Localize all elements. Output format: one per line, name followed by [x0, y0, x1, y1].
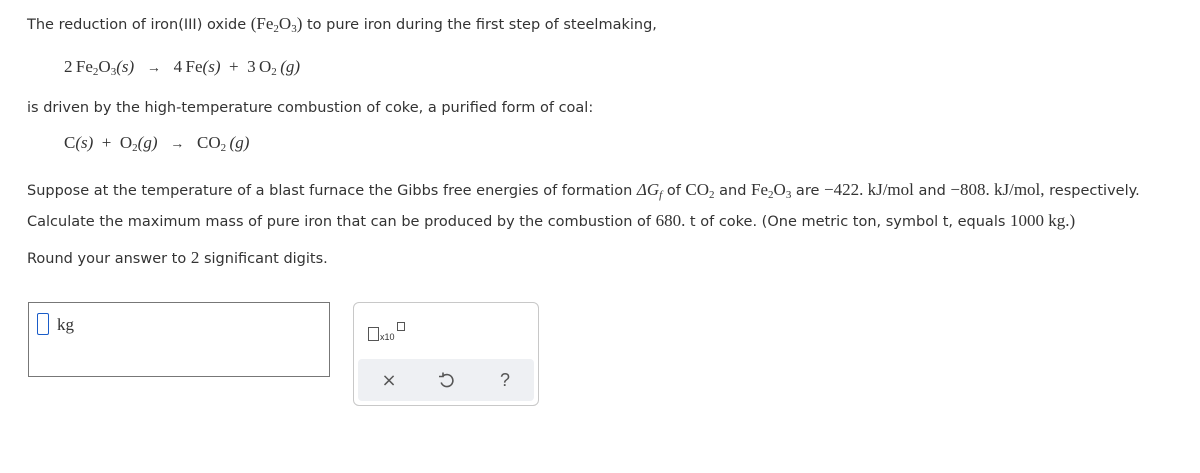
scientific-notation-button[interactable] — [368, 319, 410, 347]
equation-1 — [64, 57, 300, 77]
line4-fe: Fe — [751, 180, 769, 199]
eq2-arrow: → — [170, 137, 185, 152]
eq1-p1: Fe — [185, 57, 203, 76]
sci-x10-label: x10 — [380, 332, 395, 342]
line4-u1: kJ/mol — [867, 180, 914, 199]
undo-icon — [438, 371, 454, 389]
line4-fe-sub1: 2 — [768, 189, 774, 201]
eq1-p2-state: (g) — [280, 57, 301, 76]
intro-formula-mid: O — [278, 14, 292, 33]
line6-b: significant digits. — [199, 251, 328, 267]
line4-fe-sub2: 3 — [785, 189, 792, 201]
eq1-reactant-sub2: 3 — [110, 66, 117, 78]
intro-text-a: The reduction of iron(III) oxide — [27, 17, 251, 33]
gibbs-line — [27, 180, 1140, 200]
eq2-plus: + — [101, 133, 112, 152]
eq2-r2: O — [119, 133, 133, 152]
round-line — [27, 248, 328, 268]
clear-button[interactable] — [360, 359, 418, 401]
line4-c: and — [714, 183, 752, 199]
eq1-p1-state: (s) — [202, 57, 221, 76]
line4-f: respectively. — [1044, 183, 1140, 199]
line4-co2-sub: 2 — [709, 189, 715, 201]
eq1-reactant-sub1: 2 — [92, 66, 99, 78]
sci-base-box-icon — [368, 327, 379, 341]
answer-input[interactable] — [37, 313, 49, 335]
eq1-p2: O — [259, 57, 272, 76]
answer-area[interactable] — [28, 302, 330, 377]
line4-dg: ΔG — [636, 180, 660, 199]
eq2-p1-state: (g) — [229, 133, 250, 152]
intro-text-b: to pure iron during the first step of steelmaking, — [302, 17, 657, 33]
line6-a: Round your answer to — [27, 251, 191, 267]
help-button[interactable] — [476, 359, 534, 401]
line4-v1: −422. — [824, 180, 864, 199]
eq1-arrow: → — [146, 61, 161, 76]
eq1-p2-coef: 3 — [247, 57, 256, 76]
eq2-r2-state: (g) — [137, 133, 158, 152]
eq2-p1: CO — [197, 133, 221, 152]
line5-a: Calculate the maximum mass of pure iron that can be produced by the combustion of — [27, 214, 656, 230]
line4-dg-sub: f — [659, 189, 663, 201]
intro-text: The reduction of iron(III) oxide $(Fe_2O_3)$ to pure iron during the first step of steelmaking, — [27, 14, 657, 35]
line4-v2: −808. — [950, 180, 990, 199]
answer-unit: kg — [57, 315, 74, 334]
intro-formula-sub1: 2 — [273, 23, 279, 35]
eq1-reactant-coef: 2 — [64, 57, 73, 76]
line5-b: t of coke. (One metric ton, symbol t, equals — [685, 214, 1011, 230]
line4-u2: kJ/mol, — [993, 180, 1045, 199]
line5-conv-unit: kg.) — [1048, 211, 1076, 230]
mid-text: is driven by the high-temperature combustion of coke, a purified form of coal: — [27, 100, 594, 116]
intro-formula-sub2: 3 — [291, 23, 297, 35]
eq1-p2-sub: 2 — [271, 66, 277, 78]
line4-fe-mid: O — [773, 180, 786, 199]
line4-co2: CO — [685, 180, 710, 199]
line5-conv: 1000 — [1010, 211, 1045, 230]
sci-exponent-box-icon — [397, 322, 405, 331]
tool-bar — [358, 359, 534, 401]
intro-formula: Fe — [256, 14, 274, 33]
line5-mass: 680. — [655, 211, 686, 230]
undo-button[interactable] — [417, 359, 475, 401]
line4-a: Suppose at the temperature of a blast furnace the Gibbs free energies of formation — [27, 183, 637, 199]
eq2-r1: C — [64, 133, 76, 152]
equation-2 — [64, 133, 249, 153]
line4-d: are — [791, 183, 824, 199]
line6-n: 2 — [190, 248, 200, 267]
eq2-r2-sub: 2 — [132, 142, 138, 154]
eq2-p1-sub: 2 — [220, 142, 227, 154]
eq1-reactant-mid: O — [98, 57, 111, 76]
eq1-reactant-state: (s) — [116, 57, 135, 76]
eq1-plus: + — [229, 57, 239, 76]
help-icon: ? — [499, 369, 510, 390]
eq2-r1-state: (s) — [75, 133, 94, 152]
eq1-reactant: Fe — [75, 57, 93, 76]
calculate-line — [27, 211, 1075, 231]
line4-e: and — [913, 183, 951, 199]
eq1-p1-coef: 4 — [173, 57, 183, 76]
close-icon: × — [381, 369, 397, 391]
line4-b: of — [662, 183, 686, 199]
tool-panel — [353, 302, 539, 406]
